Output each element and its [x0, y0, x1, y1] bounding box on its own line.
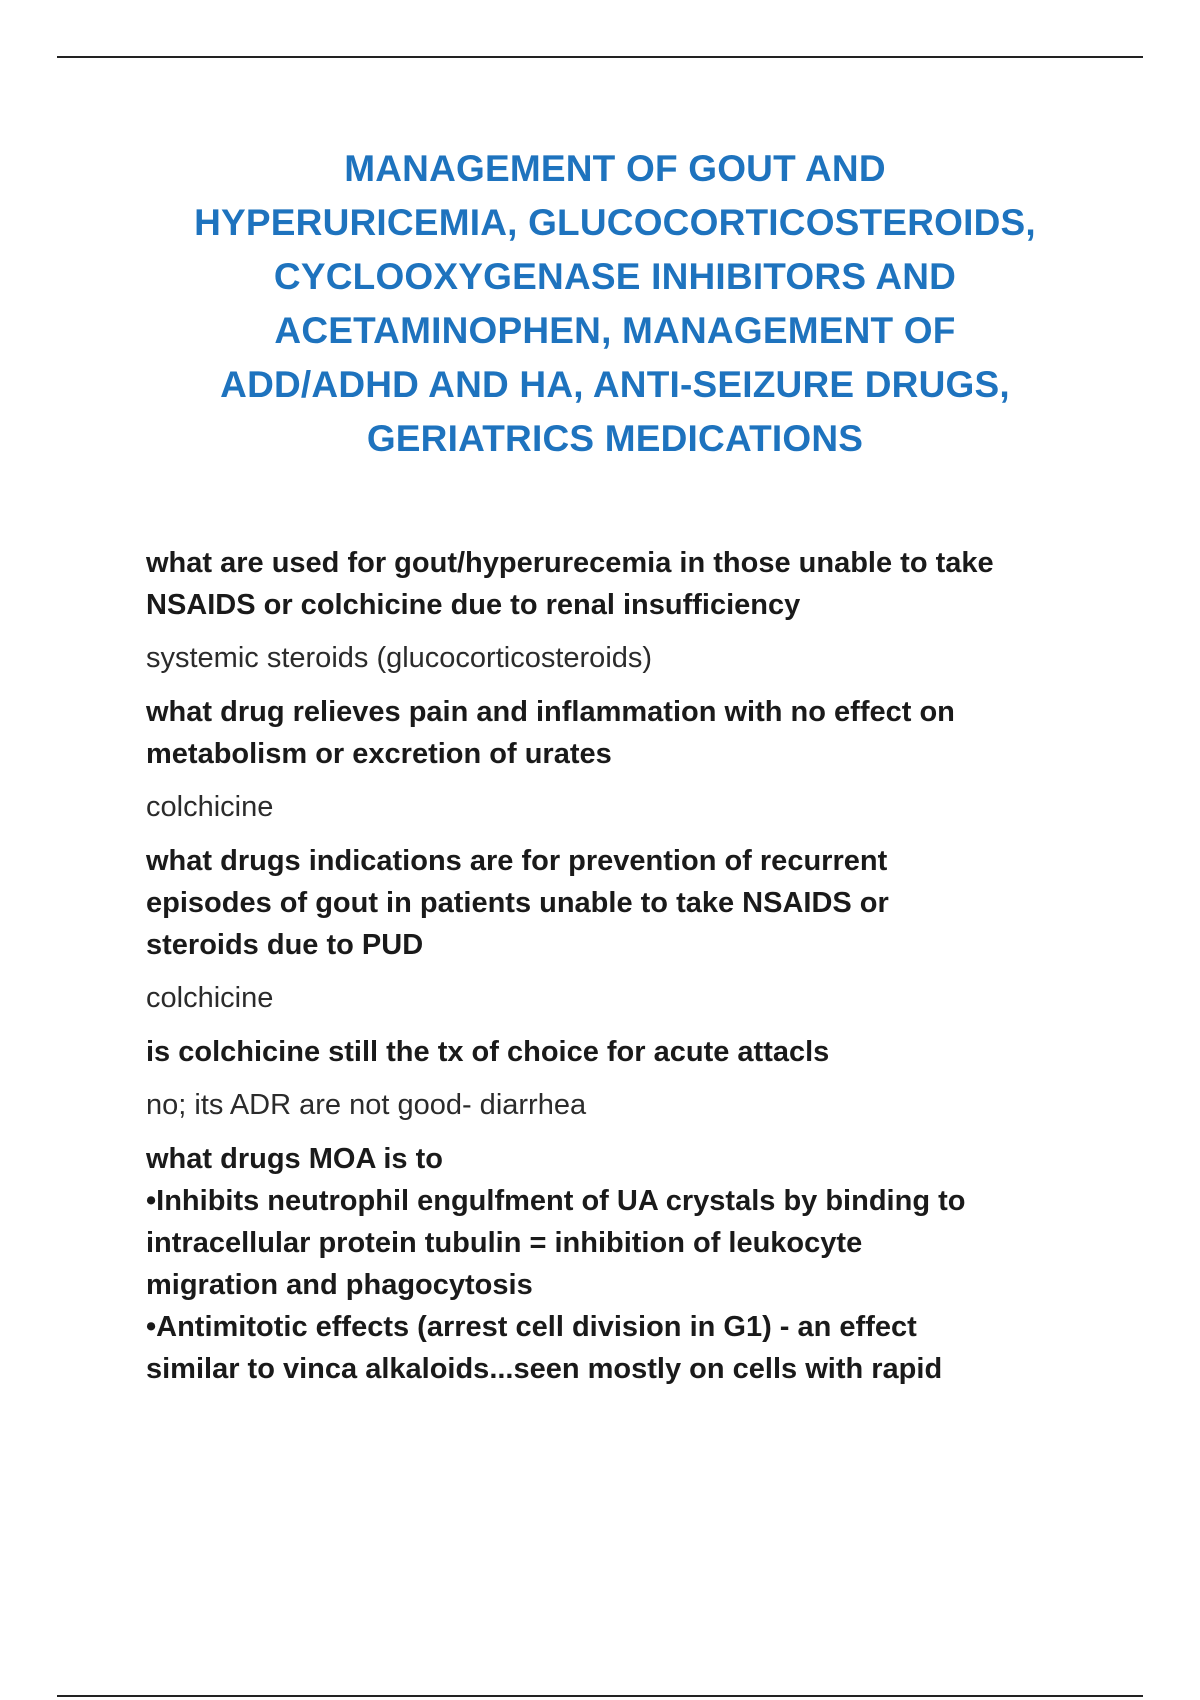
question-line: NSAIDS or colchicine due to renal insufficiency — [146, 589, 801, 621]
question-line: metabolism or excretion of urates — [146, 738, 612, 770]
question-line: migration and phagocytosis — [146, 1269, 533, 1301]
answer: systemic steroids (glucocorticosteroids) — [146, 642, 653, 674]
title-line: HYPERURICEMIA, GLUCOCORTICOSTEROIDS, — [194, 202, 1036, 243]
flashcard — [146, 691, 1106, 827]
question-line: •Inhibits neutrophil engulfment of UA crystals by binding to — [146, 1185, 966, 1217]
page-title — [120, 142, 1110, 466]
flashcard-list — [146, 542, 1106, 1402]
bottom-divider — [57, 1695, 1143, 1697]
title-line: ADD/ADHD AND HA, ANTI-SEIZURE DRUGS, — [220, 364, 1010, 405]
question-line: •Antimitotic effects (arrest cell division in G1) - an effect — [146, 1311, 917, 1343]
title-line: GERIATRICS MEDICATIONS — [366, 418, 864, 459]
question-line: similar to vinca alkaloids...seen mostly on cells with rapid — [146, 1353, 943, 1385]
question — [146, 542, 1106, 626]
question-line: intracellular protein tubulin = inhibition of leukocyte — [146, 1227, 863, 1259]
flashcard — [146, 542, 1106, 678]
title-line: ACETAMINOPHEN, MANAGEMENT OF — [274, 310, 956, 351]
title-line: MANAGEMENT OF GOUT AND — [344, 148, 886, 189]
flashcard — [146, 1138, 1106, 1390]
top-divider — [57, 56, 1143, 58]
question-line: what drugs indications are for prevention of recurrent — [146, 845, 888, 877]
flashcard — [146, 1031, 1106, 1125]
question — [146, 691, 1106, 775]
question — [146, 840, 1106, 966]
question-line: what are used for gout/hyperurecemia in those unable to take — [146, 547, 994, 579]
answer: colchicine — [146, 791, 274, 823]
answer: no; its ADR are not good- diarrhea — [146, 1089, 587, 1121]
question-line: what drugs MOA is to — [146, 1143, 443, 1175]
answer: colchicine — [146, 982, 274, 1014]
question-line: episodes of gout in patients unable to take NSAIDS or — [146, 887, 889, 919]
title-line: CYCLOOXYGENASE INHIBITORS AND — [273, 256, 957, 297]
question-line: steroids due to PUD — [146, 929, 424, 961]
question — [146, 1031, 1106, 1073]
flashcard — [146, 840, 1106, 1018]
question-line: is colchicine still the tx of choice for acute attacls — [146, 1036, 830, 1068]
question — [146, 1138, 1106, 1390]
question-line: what drug relieves pain and inflammation with no effect on — [146, 696, 955, 728]
